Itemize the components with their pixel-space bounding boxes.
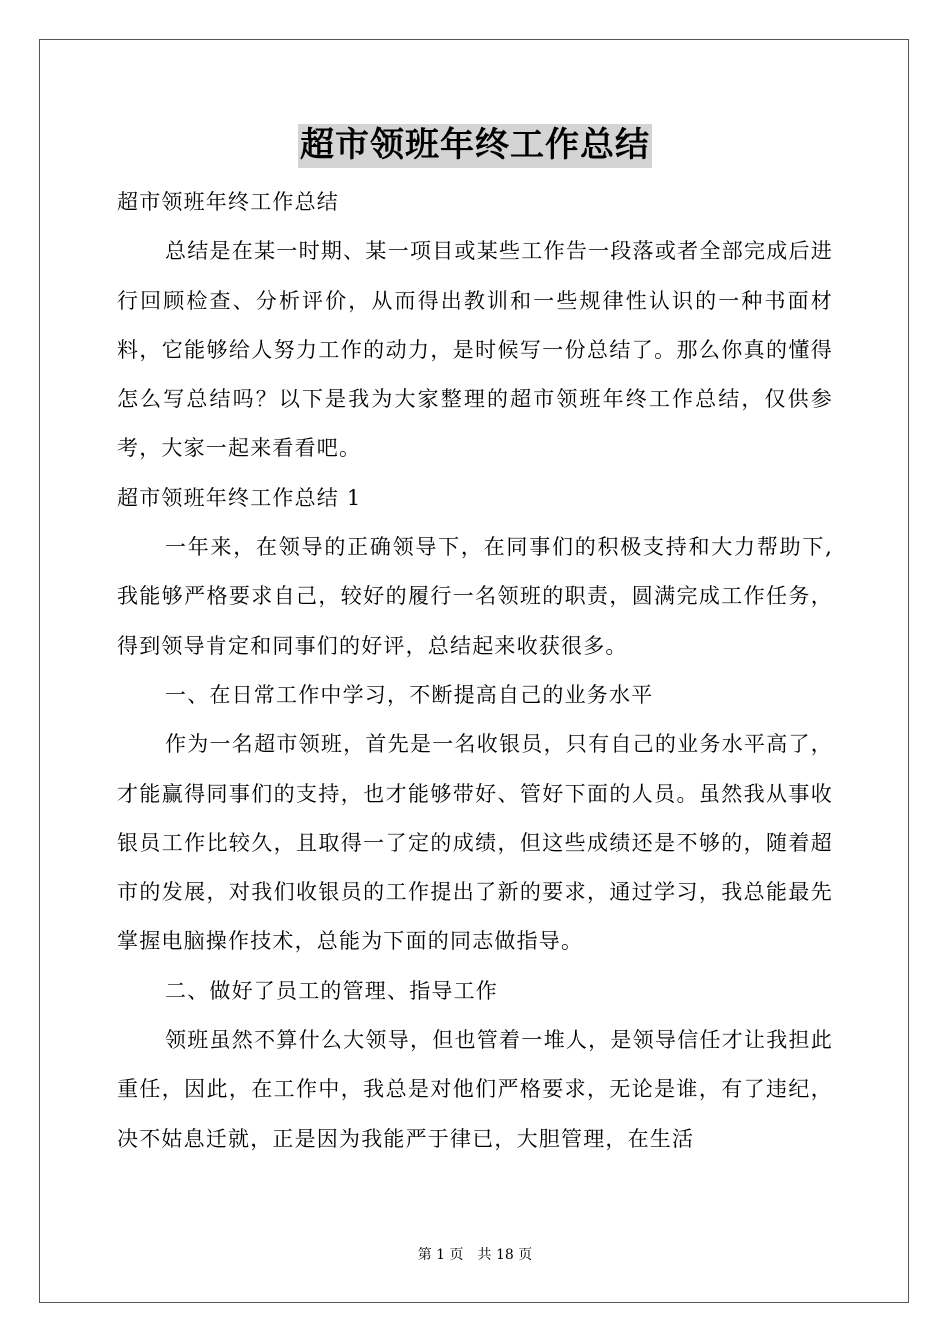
paragraph: 一、在日常工作中学习，不断提高自己的业务水平 bbox=[165, 682, 654, 707]
paragraph: 超市领班年终工作总结 1 bbox=[117, 485, 362, 510]
document-title-text: 超市领班年终工作总结 bbox=[298, 124, 652, 168]
paragraph: 一年来，在领导的正确领导下，在同事们的积极支持和大力帮助下,我能够严格要求自己，较好的履行一名领班的职责，圆满完成工作任务，得到领导肯定和同事们的好评，总结起来收获很多。 bbox=[117, 535, 833, 658]
document-body bbox=[117, 178, 833, 1164]
paragraph: 总结是在某一时期、某一项目或某些工作告一段落或者全部完成后进行回顾检查、分析评价，从而得出教训和一些规律性认识的一种书面材料，它能够给人努力工作的动力，是时候写一份总结了。那么你真的懂得怎么写总结吗？以下是我为大家整理的超市领班年终工作总结，仅供参考，大家一起来看看吧。 bbox=[117, 239, 833, 461]
document-title bbox=[0, 124, 950, 168]
paragraph: 二、做好了员工的管理、指导工作 bbox=[165, 978, 498, 1003]
paragraph: 作为一名超市领班，首先是一名收银员，只有自己的业务水平高了，才能赢得同事们的支持，也才能够带好、管好下面的人员。虽然我从事收银员工作比较久，且取得一了定的成绩，但这些成绩还是不够的，随着超市的发展，对我们收银员的工作提出了新的要求，通过学习，我总能最先掌握电脑操作技术，总能为下面的同志做指导。 bbox=[117, 732, 833, 954]
paragraph: 领班虽然不算什么大领导，但也管着一堆人，是领导信任才让我担此重任，因此，在工作中，我总是对他们严格要求，无论是谁，有了违纪，决不姑息迁就，正是因为我能严于律已，大胆管理，在生活 bbox=[117, 1028, 833, 1151]
paragraph: 超市领班年终工作总结 bbox=[117, 190, 339, 214]
page-number-footer: 第 1 页 共 18 页 bbox=[417, 1247, 533, 1263]
